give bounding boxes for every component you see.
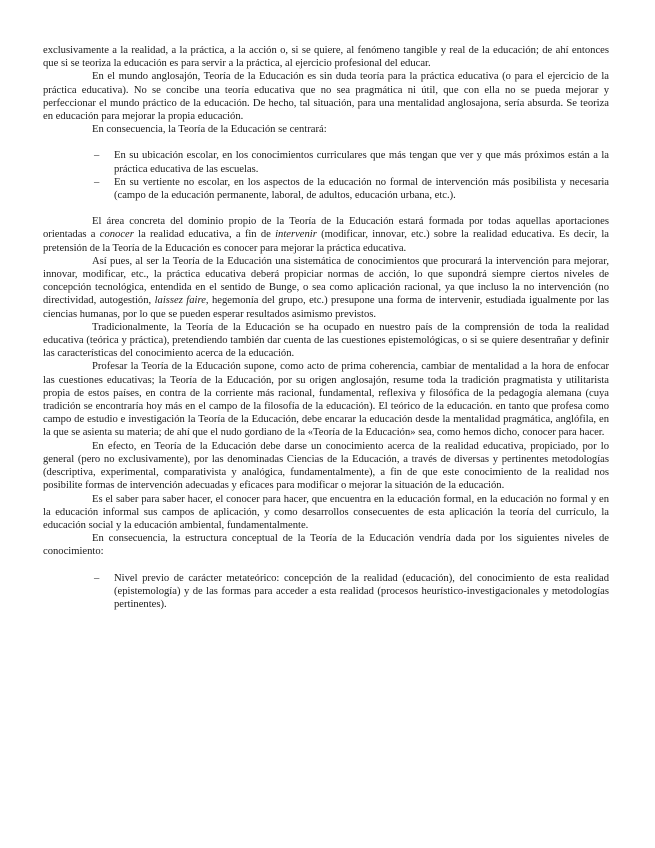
list-item bbox=[43, 572, 609, 612]
paragraph: En consecuencia, la Teoría de la Educación se centrará: bbox=[92, 124, 327, 136]
list-item bbox=[43, 149, 609, 175]
list-item-text: En su ubicación escolar, en los conocimientos curriculares que más tengan que ver y que más próximos están a la práctica educativa de las escuelas. bbox=[114, 150, 609, 175]
paragraph bbox=[43, 255, 609, 321]
paragraph: Tradicionalmente, la Teoría de la Educación se ha ocupado en nuestro país de la comprensión de toda la realidad educativa (teórica y práctica), pretendiendo también dar cuenta de las cuestiones epistemológicas, o si se quiere desentrañar y definir las características del conocimiento acerca de la educación. bbox=[43, 321, 609, 360]
text-run: Así pues, al ser la Teoría de la Educación una sistemática de conocimientos que procurará la intervención para mejorar, innovar, modificar, etc., la práctica educativa deberá propiciar normas de acción, lo que supondrá siempre ciertos niveles de concepción tecnológica, entendida en el sentido de Bunge, o sea como aplicación racional, ya que incluso la no intervención (no directividad, autogestión, bbox=[43, 255, 609, 307]
paragraph bbox=[43, 215, 609, 255]
text-run: El área concreta del dominio propio de la Teoría de la Educación estará formada por todas aquellas aportaciones orientadas a bbox=[43, 216, 609, 241]
text-run: (modificar, innovar, etc.) sobre la realidad educativa. Es decir, la pretensión de la Teoría de la Educación es conocer para mejorar la práctica educativa. bbox=[43, 229, 609, 254]
list-item-text: En su vertiente no escolar, en los aspectos de la educación no formal de intervención más posibilista y necesaria (campo de la educación permanente, laboral, de adultos, educación urbana, etc.). bbox=[114, 176, 609, 202]
emphasis: conocer bbox=[99, 229, 134, 241]
paragraph: Es el saber para saber hacer, el conocer para hacer, que encuentra en la educación formal, en la educación no formal y en la educación informal sus campos de aplicación, y como desarrollos consecuentes de esta aplicación la teoría del currículo, la educación social y la educación ambiental, fundamentalmente. bbox=[43, 493, 609, 531]
dash-bullet-icon: – bbox=[94, 150, 100, 162]
paragraph: Profesar la Teoría de la Educación supone, como acto de prima coherencia, cambiar de mentalidad a la hora de enfocar las cuestiones educativas; la Teoría de la Educación, por su origen anglosajón, resume toda la tradición pragmatista y utilitarista propia de estos países, en contra de la corriente más racional, fundamental, reflexiva y filosófica de la pedagogía alemana (cuya tradición se encontraría hoy más en el campo de la filosofía de la educación). El teórico de la educación. en tanto que profesa como campo de estudio e investigación la Teoría de la Educación, debe encarar la educación desde la mentalidad pragmática, anglófila, en la que se asienta su materia; de ahí que el nudo gordiano de la «Teoría de la Educación» sea, como hemos dicho, conocer para hacer. bbox=[43, 361, 609, 439]
paragraph: En efecto, en Teoría de la Educación debe darse un conocimiento acerca de la realidad educativa, propiciado, por lo general (pero no exclusivamente), por las denominadas Ciencias de la Educación, a través de diversas y pertinentes metodologías (descriptiva, experimental, comparativista y analógica, fundamentalmente), a fin de que este conocimiento de la realidad nos posibilite formas de intervención adecuadas y eficaces para modificar o mejorar la situación de la educación. bbox=[43, 440, 609, 492]
dash-bullet-icon: – bbox=[94, 176, 100, 188]
text-run: , hegemonía del grupo, etc.) presupone una forma de intervenir, estudiada igualmente por las ciencias humanas, por lo que se pueden esperar resultados asimismo previstos. bbox=[43, 295, 609, 320]
paragraph: exclusivamente a la realidad, a la práctica, a la acción o, si se quiere, al fenómeno tangible y real de la educación; de ahí entonces que si se teoriza la educación es para servir a la práctica, al ejercicio profesional del educar. bbox=[43, 45, 609, 70]
spacer bbox=[43, 136, 609, 149]
paragraph: En consecuencia, la estructura conceptual de la Teoría de la Educación vendría dada por los siguientes niveles de conocimiento: bbox=[43, 533, 609, 558]
bullet-list bbox=[43, 572, 609, 612]
spacer bbox=[43, 559, 609, 572]
paragraph: En el mundo anglosajón, Teoría de la Educación es sin duda teoría para la práctica educativa (o para el ejercicio de la práctica educativa). No se concibe una teoría educativa que no sea pragmática ni útil, que con ella no se pueda mejorar y perfeccionar el mundo práctico de la educación. De hecho, tal situación, para una mentalidad anglosajona, sería absurda. Se teoriza en educación para mejorar la propia educación. bbox=[43, 71, 609, 123]
emphasis: laissez faire bbox=[154, 295, 206, 307]
bullet-list bbox=[43, 149, 609, 202]
emphasis: intervenir bbox=[275, 229, 317, 241]
text-run: la realidad educativa, a fin de bbox=[133, 229, 276, 241]
spacer bbox=[43, 202, 609, 215]
document-page bbox=[43, 44, 609, 611]
dash-bullet-icon: – bbox=[94, 572, 100, 584]
list-item-text: Nivel previo de carácter metateórico: concepción de la realidad (educación), del conocimiento de esta realidad (epistemología) y de las formas para acceder a esta realidad (procesos heurístico-investigacionales y metodologías pertinentes). bbox=[114, 572, 609, 610]
list-item bbox=[43, 176, 609, 202]
